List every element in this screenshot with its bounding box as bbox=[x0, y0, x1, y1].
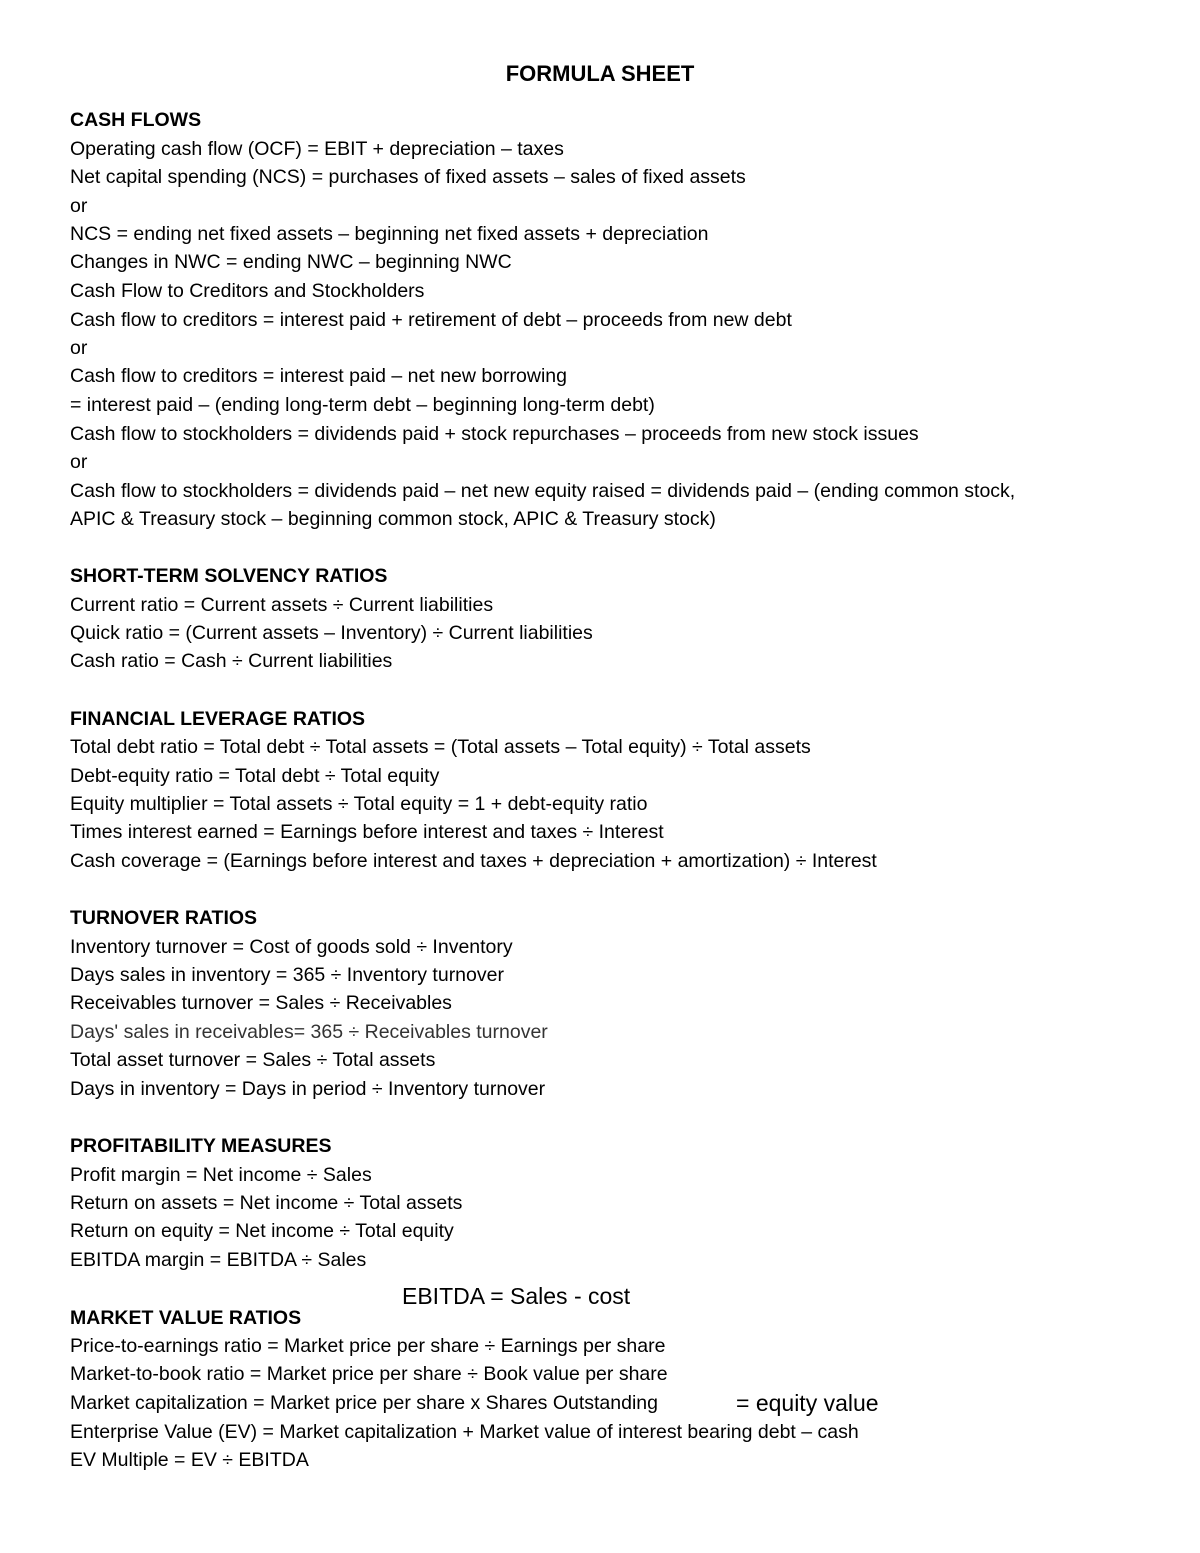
formula-line: Net capital spending (NCS) = purchases of fixed assets – sales of fixed assets bbox=[70, 166, 746, 188]
formula-line: Cash flow to stockholders = dividends paid – net new equity raised = dividends paid – (ending common stock, bbox=[70, 480, 1016, 502]
ebitda-note: EBITDA = Sales - cost bbox=[402, 1283, 631, 1309]
page-title: FORMULA SHEET bbox=[505, 61, 695, 86]
formula-line: Enterprise Value (EV) = Market capitalization + Market value of interest bearing debt – cash bbox=[70, 1421, 859, 1443]
formula-line: Times interest earned = Earnings before interest and taxes ÷ Interest bbox=[70, 821, 664, 843]
formula-line: = interest paid – (ending long-term debt – beginning long-term debt) bbox=[70, 394, 655, 416]
formula-line: Equity multiplier = Total assets ÷ Total equity = 1 + debt-equity ratio bbox=[70, 793, 648, 815]
equity-value-note: = equity value bbox=[736, 1390, 879, 1416]
formula-line: Market capitalization = Market price per share x Shares Outstanding bbox=[70, 1392, 658, 1414]
formula-line: Operating cash flow (OCF) = EBIT + depreciation – taxes bbox=[70, 138, 564, 160]
formula-line: or bbox=[70, 451, 88, 473]
formula-line: Cash flow to creditors = interest paid + retirement of debt – proceeds from new debt bbox=[70, 309, 792, 331]
section-heading-financial-leverage: FINANCIAL LEVERAGE RATIOS bbox=[70, 708, 366, 730]
formula-line: Price-to-earnings ratio = Market price per share ÷ Earnings per share bbox=[70, 1335, 666, 1357]
formula-line: Changes in NWC = ending NWC – beginning NWC bbox=[70, 251, 512, 273]
formula-line: or bbox=[70, 337, 88, 359]
formula-line: Return on equity = Net income ÷ Total equity bbox=[70, 1220, 454, 1242]
formula-line: Days' sales in receivables= 365 ÷ Receivables turnover bbox=[70, 1021, 548, 1043]
section-heading-short-term-solvency: SHORT-TERM SOLVENCY RATIOS bbox=[70, 565, 388, 587]
formula-line: Return on assets = Net income ÷ Total assets bbox=[70, 1192, 463, 1214]
formula-line: Cash flow to creditors = interest paid – net new borrowing bbox=[70, 365, 567, 387]
formula-line: Inventory turnover = Cost of goods sold ÷ Inventory bbox=[70, 936, 513, 958]
formula-line: Total debt ratio = Total debt ÷ Total assets = (Total assets – Total equity) ÷ Total assets bbox=[70, 736, 811, 758]
formula-line: Current ratio = Current assets ÷ Current liabilities bbox=[70, 594, 494, 616]
formula-line: Cash flow to stockholders = dividends paid + stock repurchases – proceeds from new stock issues bbox=[70, 423, 919, 445]
formula-line: APIC & Treasury stock – beginning common stock, APIC & Treasury stock) bbox=[70, 508, 716, 530]
formula-line: Days in inventory = Days in period ÷ Inventory turnover bbox=[70, 1078, 546, 1100]
formula-line: NCS = ending net fixed assets – beginning net fixed assets + depreciation bbox=[70, 223, 709, 245]
formula-line: Cash ratio = Cash ÷ Current liabilities bbox=[70, 650, 393, 672]
section-heading-turnover: TURNOVER RATIOS bbox=[70, 907, 258, 929]
section-heading-cash-flows: CASH FLOWS bbox=[70, 109, 202, 131]
section-heading-profitability: PROFITABILITY MEASURES bbox=[70, 1135, 332, 1157]
formula-line: EBITDA margin = EBITDA ÷ Sales bbox=[70, 1249, 367, 1271]
formula-line: Days sales in inventory = 365 ÷ Inventory turnover bbox=[70, 964, 504, 986]
formula-line: or bbox=[70, 195, 88, 217]
formula-line: Market-to-book ratio = Market price per share ÷ Book value per share bbox=[70, 1363, 668, 1385]
formula-line: Total asset turnover = Sales ÷ Total assets bbox=[70, 1049, 436, 1071]
formula-line: Cash Flow to Creditors and Stockholders bbox=[70, 280, 425, 302]
section-heading-market-value: MARKET VALUE RATIOS bbox=[70, 1307, 302, 1329]
formula-line: Quick ratio = (Current assets – Inventory) ÷ Current liabilities bbox=[70, 622, 593, 644]
formula-line: Debt-equity ratio = Total debt ÷ Total equity bbox=[70, 765, 440, 787]
formula-line: Profit margin = Net income ÷ Sales bbox=[70, 1164, 372, 1186]
formula-line: Receivables turnover = Sales ÷ Receivables bbox=[70, 992, 452, 1014]
formula-line: Cash coverage = (Earnings before interest and taxes + depreciation + amortization) ÷ Interest bbox=[70, 850, 877, 872]
formula-line: EV Multiple = EV ÷ EBITDA bbox=[70, 1449, 309, 1471]
